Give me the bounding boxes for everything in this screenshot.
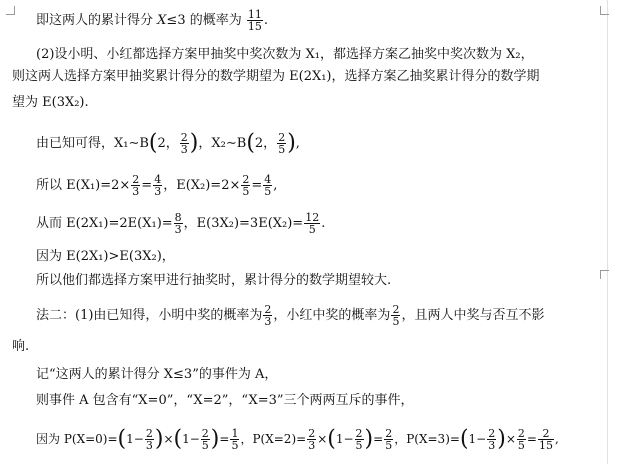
- line-8: 因为 E(2X₁)>E(3X₂)，: [36, 249, 175, 264]
- fraction-4-3: $\frac{4}{3}$: [154, 173, 162, 198]
- text: 1−: [126, 432, 144, 446]
- paren-right: ): [210, 426, 220, 452]
- text: 2，: [254, 136, 277, 151]
- line-1: 即这两人的累计得分 X≤3 的概率为 $\frac{11}{15}$ .: [36, 8, 268, 33]
- line-10: [36, 304, 544, 327]
- line-11: 响.: [12, 339, 30, 354]
- line-2: (2)设小明、小红都选择方案甲抽奖中奖次数为 X₁，都选择方案乙抽奖中奖次数为 X₂，: [36, 47, 534, 62]
- fraction-2-5: $\frac{2}{5}$: [392, 303, 400, 328]
- fraction-2-3: $\frac{2}{3}$: [145, 427, 153, 452]
- paren-right: ): [154, 426, 164, 452]
- text: ，E(X₂)=2×: [163, 178, 241, 193]
- crop-mark-top-right: [600, 6, 609, 15]
- text: ，X₂∼B: [198, 136, 247, 151]
- line-4: 望为 E(3X₂).: [12, 95, 89, 110]
- text: 2，: [157, 136, 179, 151]
- line-14: 因为 P(X=0)=(1− $\frac{2}{3}$ )×(1− $\frac{2}{5}$ )= $\frac{1}{5}$ ，P(X=2)= $\frac{2}{3}$ ×(1− $\frac{2}{5}$ )= $\frac{2}{5}$ ，P(X=3)=(1− $\frac{2}{3}$ )× $\frac{2}{5}$ = $\frac{2}{15}$ ,: [36, 426, 559, 452]
- line-13: 则事件 A 包含有“X=0”，“X=2”，“X=3”三个两两互斥的事件，: [36, 393, 414, 408]
- text: 从而 E(2X₁)=2E(X₁)=: [36, 216, 173, 231]
- fraction-8-3: $\frac{8}{3}$: [174, 211, 182, 236]
- fraction-2-5: $\frac{2}{5}$: [201, 427, 209, 452]
- paren-left: (: [327, 426, 336, 452]
- text: =: [373, 432, 384, 446]
- fraction-2-5: $\frac{2}{5}$: [278, 131, 286, 156]
- text: ，且两人中奖与否互不影: [401, 308, 545, 323]
- text: ，E(3X₂)=3E(X₂)=: [183, 216, 304, 231]
- text: ，小红中奖的概率为: [273, 308, 391, 323]
- paren-left: (: [246, 130, 255, 156]
- text: 法二：(1)由已知得，小明中奖的概率为: [36, 308, 263, 323]
- text: 1−: [468, 432, 487, 446]
- fraction-2-3: $\frac{2}{3}$: [264, 303, 272, 328]
- fraction-12-5: $\frac{12}{5}$: [305, 211, 320, 236]
- text: 因为 P(X=0)=: [36, 432, 118, 446]
- fraction-11-15: $\frac{11}{15}$: [247, 8, 262, 33]
- text: ，P(X=3)=: [394, 432, 460, 446]
- text: ≤3 的概率为: [166, 13, 242, 28]
- text: 1−: [335, 432, 354, 446]
- page-edge: [607, 0, 608, 464]
- fraction-2-5: $\frac{2}{5}$: [385, 427, 393, 452]
- fraction-2-5: $\frac{2}{5}$: [517, 427, 525, 452]
- line-12: 记“这两人的累计得分 X≤3”的事件为 A，: [36, 367, 278, 382]
- paren-left: (: [459, 426, 469, 452]
- paren-right: ): [497, 426, 506, 452]
- paren-left: (: [117, 426, 127, 452]
- text: ×: [505, 432, 516, 446]
- fraction-4-5: $\frac{4}{5}$: [264, 173, 272, 198]
- line-7: 从而 E(2X₁)=2E(X₁)= $\frac{8}{3}$ ，E(3X₂)=3E(X₂)= $\frac{12}{5}$ .: [36, 211, 326, 236]
- text: ×: [163, 432, 174, 446]
- paren-left: (: [148, 130, 158, 156]
- crop-mark-top-left: [6, 6, 15, 15]
- fraction-2-3: $\frac{2}{3}$: [132, 173, 140, 198]
- text: ，P(X=2)=: [240, 432, 307, 446]
- line-9: 所以他们都选择方案甲进行抽奖时，累计得分的数学期望较大.: [36, 273, 392, 288]
- paren-right: ): [189, 130, 199, 156]
- fraction-2-15: $\frac{2}{15}$: [538, 427, 553, 452]
- text: 即这两人的累计得分: [36, 13, 154, 28]
- text: 1−: [182, 432, 200, 446]
- text: 由已知可得，X₁∼B: [36, 136, 149, 151]
- text: =: [251, 178, 263, 193]
- paren-left: (: [173, 426, 183, 452]
- crop-mark-bottom-right: [600, 270, 609, 279]
- fraction-2-3: $\frac{2}{3}$: [308, 427, 316, 452]
- fraction-2-5: $\frac{2}{5}$: [242, 173, 250, 198]
- fraction-1-5: $\frac{1}{5}$: [231, 427, 239, 452]
- text: 所以 E(X₁)=2×: [36, 178, 131, 193]
- fraction-2-3: $\frac{2}{3}$: [488, 427, 496, 452]
- paren-right: ): [364, 426, 374, 452]
- line-5: 由已知可得，X₁∼B(2， $\frac{2}{3}$ )，X₂∼B(2， $\frac{2}{5}$ ),: [36, 130, 300, 156]
- text: ×: [317, 432, 328, 446]
- line-3: 则这两人选择方案甲抽奖累计得分的数学期望为 E(2X₁)，选择方案乙抽奖累计得分的数学期: [12, 69, 540, 84]
- text: =: [141, 178, 153, 193]
- text: =: [526, 432, 537, 446]
- var-x: X: [157, 13, 167, 28]
- fraction-2-3: $\frac{2}{3}$: [180, 131, 188, 156]
- text: =: [219, 432, 230, 446]
- paren-right: ): [287, 130, 296, 156]
- fraction-2-5: $\frac{2}{5}$: [355, 427, 363, 452]
- line-6: 所以 E(X₁)=2× $\frac{2}{3}$ = $\frac{4}{3}$ ，E(X₂)=2× $\frac{2}{5}$ = $\frac{4}{5}$ ,: [36, 173, 278, 198]
